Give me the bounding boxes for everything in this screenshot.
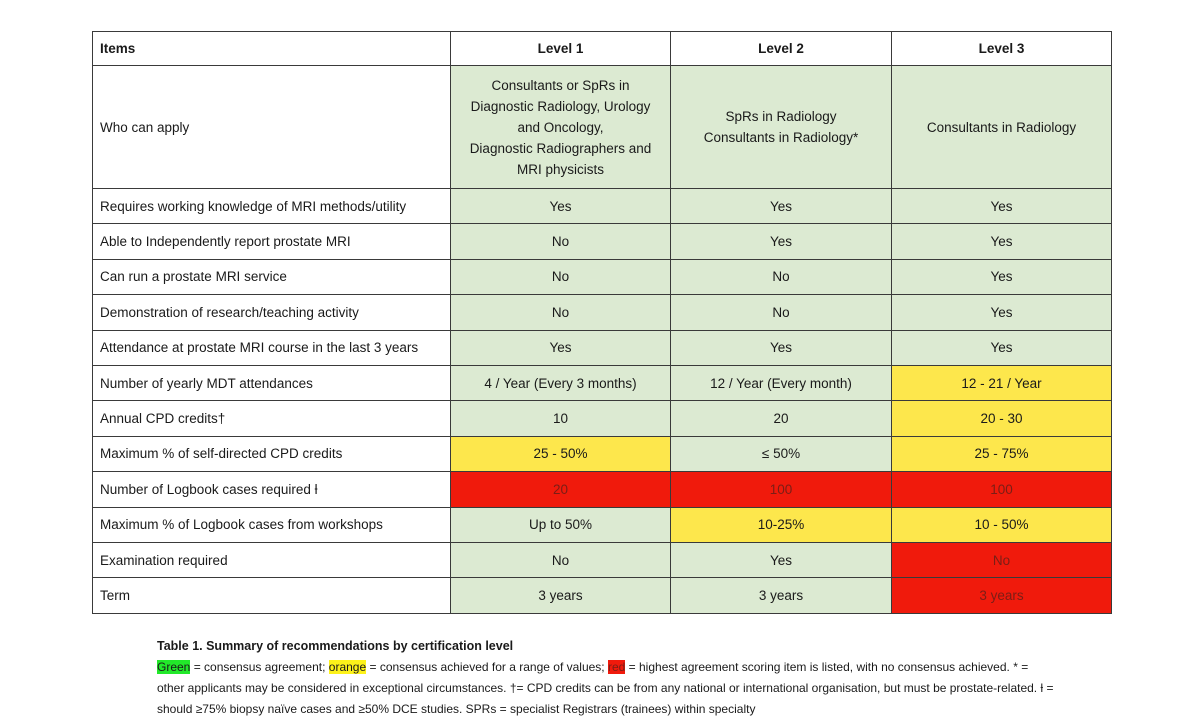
table-row (93, 224, 1112, 259)
level-3-cell: 10 - 50% (892, 507, 1112, 542)
level-1-cell: 4 / Year (Every 3 months) (451, 365, 671, 400)
legend-orange-word: orange (328, 660, 367, 674)
level-1-cell: No (451, 224, 671, 259)
level-3-cell: Yes (892, 259, 1112, 294)
level-1-cell: Up to 50% (451, 507, 671, 542)
legend-red-text: = highest agreement scoring item is listed, with no consensus achieved. * = other applicants may be considered in exceptional circumstances. †= CPD credits can be from any national or international organisation, but must be prostate-related. ƚ = should ≥75% biopsy naïve cases and ≥50% DCE studies. SPRs = specialist Registrars (trainees) within specialty (157, 660, 1054, 716)
level-2-cell: 10-25% (671, 507, 892, 542)
table-row (93, 330, 1112, 365)
level-2-cell: 20 (671, 401, 892, 436)
level-3-cell: Yes (892, 224, 1112, 259)
level-3-cell: No (892, 542, 1112, 577)
level-1-cell: Yes (451, 330, 671, 365)
table-caption (157, 636, 1057, 720)
level-2-cell: 12 / Year (Every month) (671, 365, 892, 400)
level-2-cell: Yes (671, 189, 892, 224)
table-row (93, 401, 1112, 436)
table-row (93, 578, 1112, 613)
table-row (93, 507, 1112, 542)
level-1-cell: No (451, 259, 671, 294)
header-items: Items (93, 32, 451, 66)
row-item-label: Maximum % of self-directed CPD credits (93, 436, 451, 471)
table-row (93, 436, 1112, 471)
row-item-label: Term (93, 578, 451, 613)
table-row (93, 259, 1112, 294)
row-item-label: Number of Logbook cases required ƚ (93, 472, 451, 507)
table-header-row (93, 32, 1112, 66)
row-item-label: Attendance at prostate MRI course in the last 3 years (93, 330, 451, 365)
legend-green-word: Green (157, 660, 191, 674)
level-2-cell: 3 years (671, 578, 892, 613)
level-2-cell: No (671, 295, 892, 330)
level-1-cell: 20 (451, 472, 671, 507)
legend-green-text: = consensus agreement; (190, 660, 329, 674)
level-2-cell: Yes (671, 542, 892, 577)
level-1-cell: Yes (451, 189, 671, 224)
level-3-cell: 20 - 30 (892, 401, 1112, 436)
level-2-cell: Yes (671, 330, 892, 365)
level-2-cell: Yes (671, 224, 892, 259)
row-item-label: Maximum % of Logbook cases from workshops (93, 507, 451, 542)
row-item-label: Demonstration of research/teaching activity (93, 295, 451, 330)
certification-table (92, 31, 1112, 614)
level-3-cell: 12 - 21 / Year (892, 365, 1112, 400)
table-row (93, 365, 1112, 400)
table-row (93, 189, 1112, 224)
table-row (93, 295, 1112, 330)
level-3-cell: Yes (892, 189, 1112, 224)
level-3-cell: 25 - 75% (892, 436, 1112, 471)
level-2-cell: No (671, 259, 892, 294)
level-3-cell: Yes (892, 295, 1112, 330)
legend-red-word: red (607, 660, 626, 674)
table-row (93, 472, 1112, 507)
row-item-label: Who can apply (93, 66, 451, 189)
row-item-label: Number of yearly MDT attendances (93, 365, 451, 400)
row-item-label: Annual CPD credits† (93, 401, 451, 436)
row-item-label: Requires working knowledge of MRI methods/utility (93, 189, 451, 224)
row-item-label: Can run a prostate MRI service (93, 259, 451, 294)
level-1-cell: 25 - 50% (451, 436, 671, 471)
table-body (93, 66, 1112, 614)
level-1-cell: 3 years (451, 578, 671, 613)
table-row (93, 542, 1112, 577)
level-3-cell: 100 (892, 472, 1112, 507)
level-2-cell: SpRs in Radiology Consultants in Radiology* (671, 66, 892, 189)
level-1-cell: Consultants or SpRs in Diagnostic Radiology, Urology and Oncology, Diagnostic Radiographers and MRI physicists (451, 66, 671, 189)
header-level-3: Level 3 (892, 32, 1112, 66)
header-level-1: Level 1 (451, 32, 671, 66)
row-item-label: Able to Independently report prostate MRI (93, 224, 451, 259)
level-1-cell: No (451, 542, 671, 577)
table-row (93, 66, 1112, 189)
row-item-label: Examination required (93, 542, 451, 577)
level-2-cell: 100 (671, 472, 892, 507)
caption-title: Table 1. Summary of recommendations by certification level (157, 639, 514, 653)
legend-orange-text: = consensus achieved for a range of values; (366, 660, 608, 674)
level-1-cell: No (451, 295, 671, 330)
level-3-cell: Yes (892, 330, 1112, 365)
level-1-cell: 10 (451, 401, 671, 436)
level-3-cell: 3 years (892, 578, 1112, 613)
level-3-cell: Consultants in Radiology (892, 66, 1112, 189)
header-level-2: Level 2 (671, 32, 892, 66)
level-2-cell: ≤ 50% (671, 436, 892, 471)
